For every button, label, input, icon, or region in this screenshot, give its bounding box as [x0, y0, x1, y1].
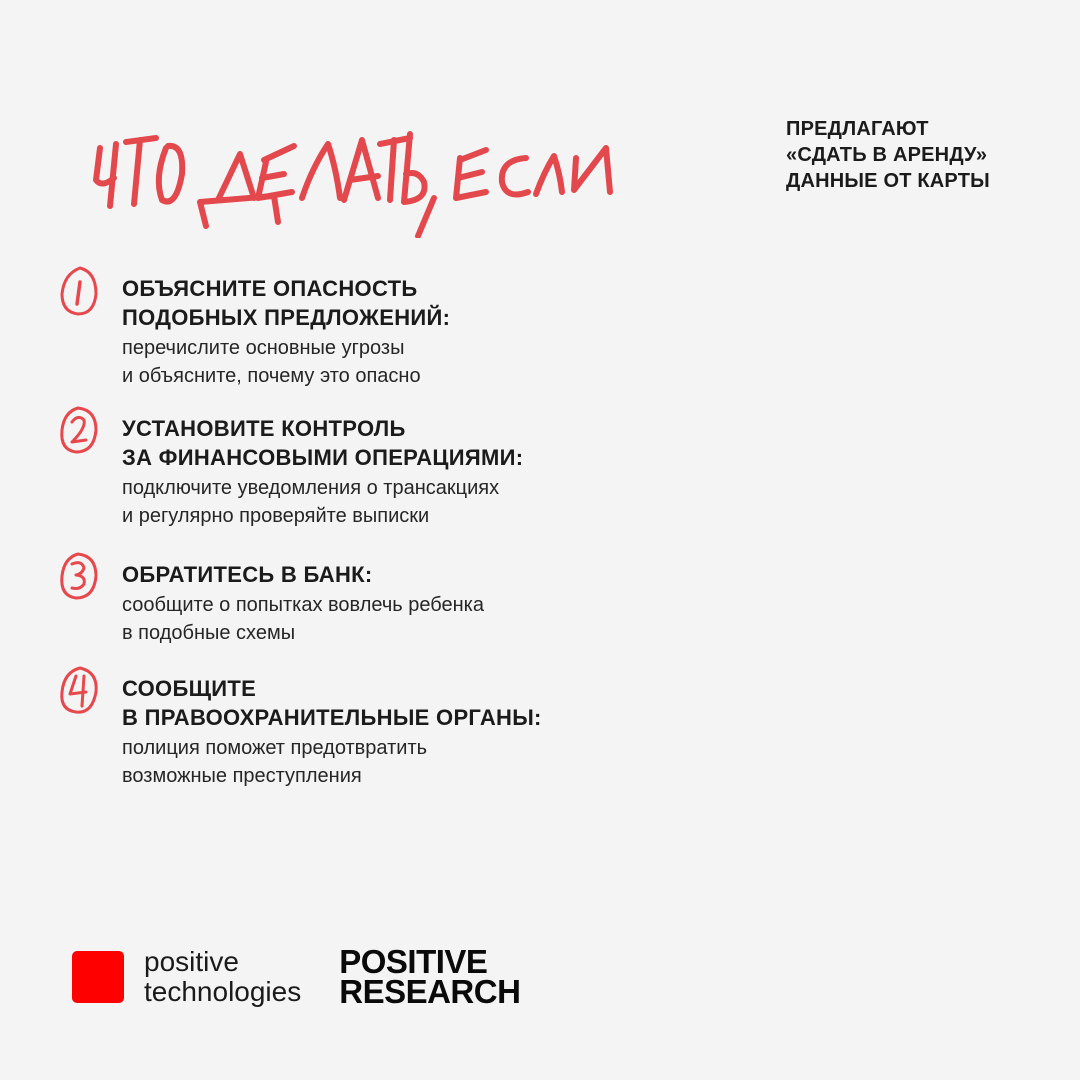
step-title [122, 264, 450, 332]
step-title-line: В ПРАВООХРАНИТЕЛЬНЫЕ ОРГАНЫ: [122, 705, 542, 730]
step-description [122, 591, 484, 647]
step-desc-line: подключите уведомления о трансакциях [122, 477, 500, 499]
step-title-line: СООБЩИТЕ [122, 676, 257, 701]
step-title-line: ОБЪЯСНИТЕ ОПАСНОСТЬ [122, 276, 418, 301]
step-desc-line: и объясните, почему это опасно [122, 365, 421, 387]
step-desc-line: в подобные схемы [122, 622, 296, 644]
step-desc-line: сообщите о попытках вовлечь ребенка [122, 594, 484, 616]
positive-technologies-logo-text [144, 947, 301, 1007]
step-title [122, 664, 542, 732]
subtitle [786, 116, 990, 194]
number-2-circle-icon [56, 404, 102, 456]
headline-handwriting-icon [88, 118, 668, 238]
step-desc-line: перечислите основные угрозы [122, 337, 405, 359]
step-title [122, 404, 523, 472]
logo-text-line: positive [144, 946, 239, 977]
subtitle-line: ПРЕДЛАГАЮТ [786, 118, 929, 140]
logo-text-line: POSITIVE [339, 943, 488, 980]
positive-research-logo [339, 943, 521, 1010]
step-title-line: УСТАНОВИТЕ КОНТРОЛЬ [122, 416, 406, 441]
step-description [122, 334, 450, 390]
footer-logos [72, 942, 520, 1012]
number-3-circle-icon [56, 550, 102, 602]
step-desc-line: полиция поможет предотвратить [122, 737, 428, 759]
step-title-line: ОБРАТИТЕСЬ В БАНК: [122, 562, 373, 587]
step-description [122, 474, 523, 530]
subtitle-line: «СДАТЬ В АРЕНДУ» [786, 144, 988, 166]
step-description [122, 734, 542, 790]
step-item [56, 550, 484, 647]
step-item [56, 664, 542, 790]
step-item [56, 264, 450, 390]
step-desc-line: возможные преступления [122, 765, 362, 787]
step-title-line: ЗА ФИНАНСОВЫМИ ОПЕРАЦИЯМИ: [122, 445, 524, 470]
step-title [122, 550, 484, 589]
subtitle-line: ДАННЫЕ ОТ КАРТЫ [786, 170, 990, 192]
logo-text-line: RESEARCH [339, 973, 521, 1010]
number-1-circle-icon [56, 264, 102, 316]
headline-handwritten [88, 118, 668, 238]
step-title-line: ПОДОБНЫХ ПРЕДЛОЖЕНИЙ: [122, 305, 451, 330]
step-item [56, 404, 523, 530]
positive-technologies-logo-square-icon [72, 951, 124, 1003]
number-4-circle-icon [56, 664, 102, 716]
logo-text-line: technologies [144, 976, 302, 1007]
step-desc-line: и регулярно проверяйте выписки [122, 505, 430, 527]
